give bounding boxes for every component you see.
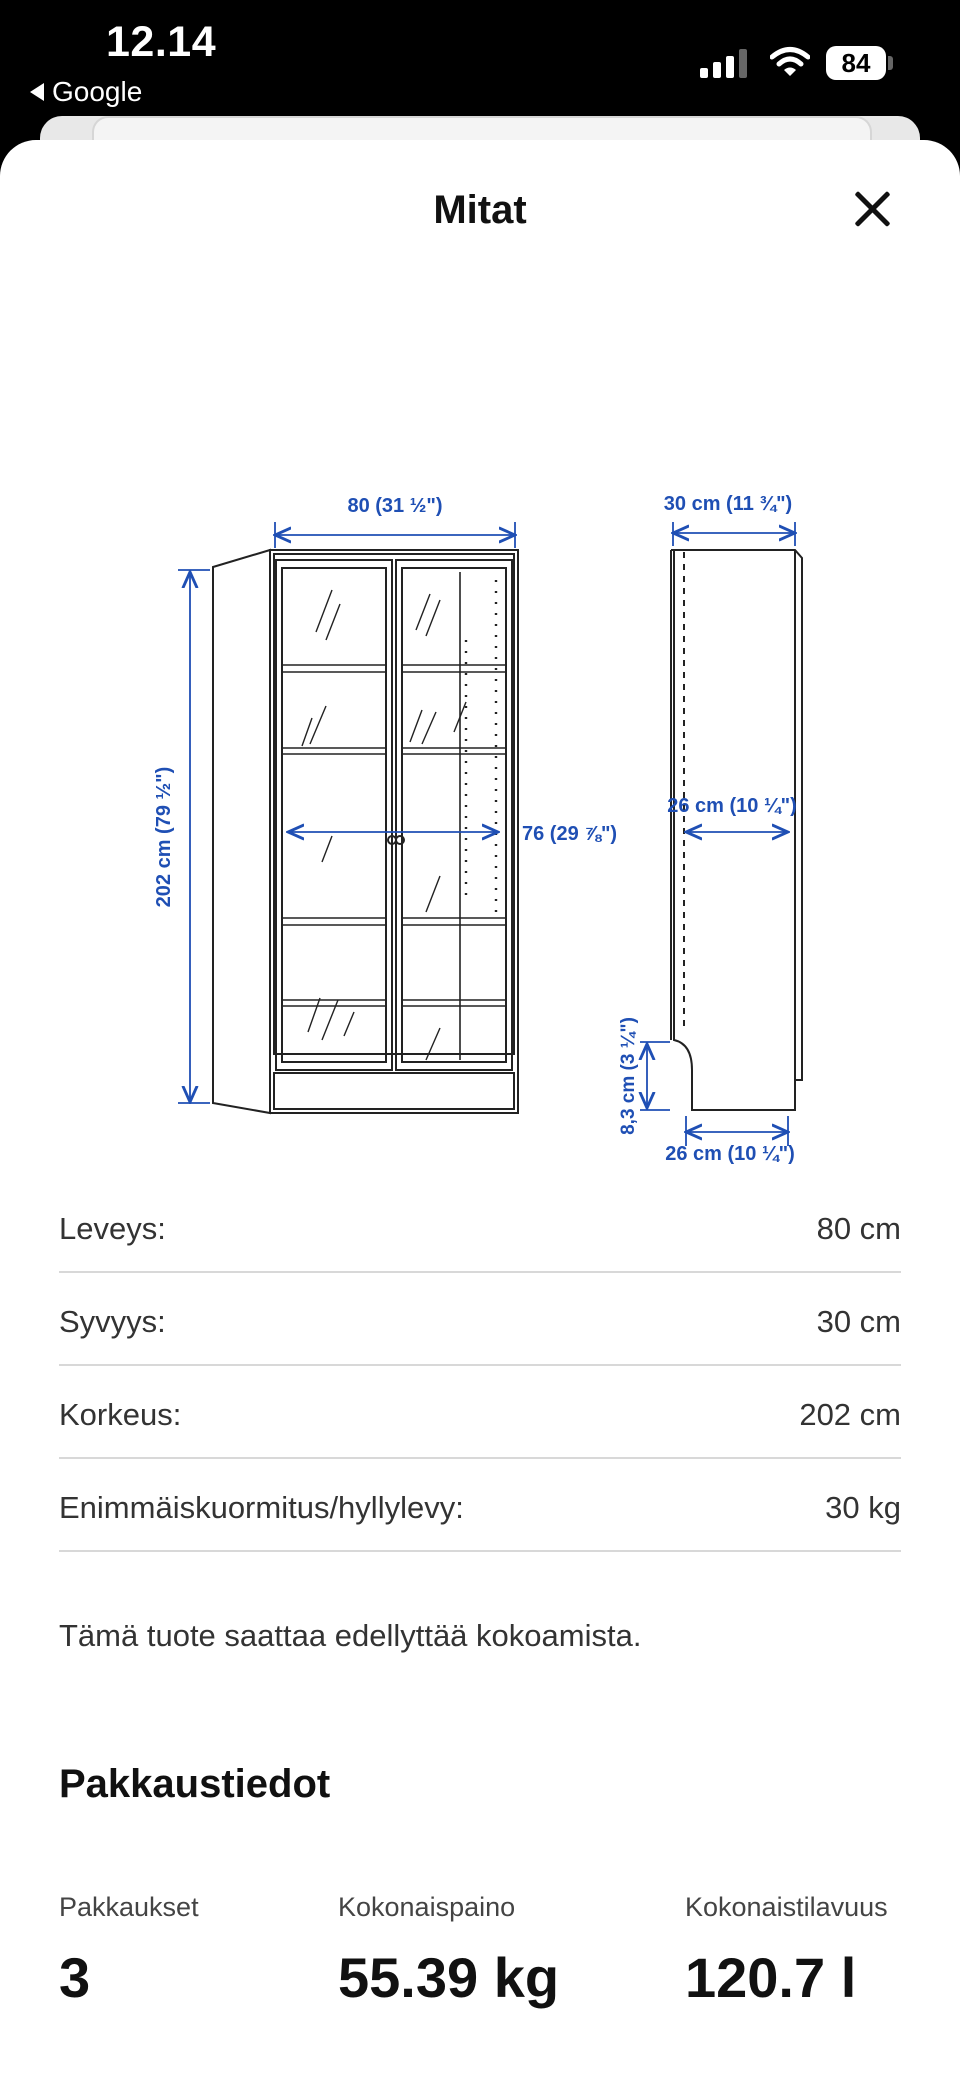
dimension-value: 202 cm [799,1396,901,1432]
dimension-value: 30 kg [825,1489,901,1525]
cellular-signal-icon [700,48,747,78]
volume-label: Kokonaistilavuus [685,1892,888,1922]
weight-value: 55.39 kg [338,1946,560,2009]
dimensions-table [59,1180,901,1552]
battery-nub [888,56,893,70]
weight-label: Kokonaispaino [338,1892,516,1922]
volume-value: 120.7 l [685,1946,857,2009]
dimension-label: Syvyys: [59,1303,166,1339]
dim-depth-base: 26 cm (10 ¼") [665,1143,795,1165]
dimension-label: Korkeus: [59,1396,182,1432]
packages-value: 3 [59,1946,91,2009]
packaging-heading: Pakkaustiedot [59,1762,331,1806]
status-bar [0,0,960,120]
dim-width-outer: 80 (31 ½") [347,495,443,517]
packages-stat [59,1892,199,2010]
dimensions-sheet [0,140,960,2078]
back-to-google[interactable] [30,76,142,108]
dimension-row [59,1273,901,1366]
back-label: Google [52,76,143,107]
dim-width-inner: 76 (29 ⅞") [522,823,618,845]
status-time: 12.14 [106,18,217,66]
product-dimension-diagram [140,340,820,1180]
dimension-value: 30 cm [816,1303,901,1339]
dimension-value: 80 cm [816,1210,901,1246]
weight-stat [338,1892,559,2010]
dim-depth-outer: 30 cm (11 ¾") [663,493,793,515]
sheet-title: Mitat [433,188,527,232]
assembly-note: Tämä tuote saattaa edellyttää kokoamista. [59,1618,642,1653]
dimension-label: Leveys: [59,1210,166,1246]
dim-plinth: 8,3 cm (3 ¼") [618,1017,639,1135]
dim-depth-inner: 26 cm (10 ¼") [667,795,797,817]
battery-icon: 84 [826,46,886,80]
dim-height: 202 cm (79 ½") [153,766,175,908]
packages-label: Pakkaukset [59,1892,199,1922]
dimension-label: Enimmäiskuormitus/hyllylevy: [59,1489,464,1525]
dimension-row [59,1366,901,1459]
dimension-row [59,1459,901,1552]
dimension-row [59,1180,901,1273]
volume-stat [685,1892,888,2010]
back-arrow-icon [30,83,44,101]
wifi-icon [770,46,810,78]
close-icon[interactable] [846,184,898,236]
